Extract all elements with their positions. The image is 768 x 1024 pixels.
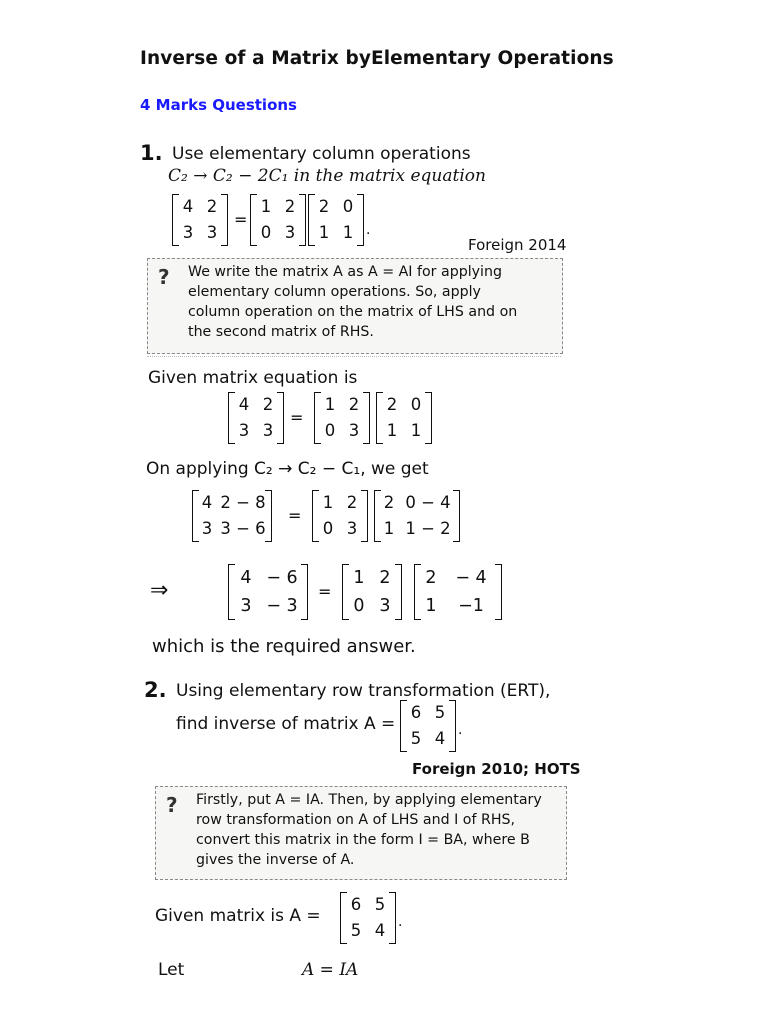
q2-given-matrix — [344, 892, 392, 944]
q1-result-lhs-matrix — [232, 564, 304, 620]
period: . — [398, 914, 403, 930]
q1-applied-rhs-matrix-1 — [316, 490, 364, 542]
q1-answer-text: which is the required answer. — [152, 636, 416, 657]
q1-given-rhs-matrix-2 — [380, 392, 428, 444]
q2-let-text: Let — [158, 960, 185, 980]
hint-line: row transformation on A of LHS and I of RHS, — [196, 812, 516, 828]
matrix-cell: 0 — [410, 395, 422, 414]
q1-result-rhs-matrix-1 — [346, 564, 398, 620]
matrix-cell: 2 — [318, 197, 330, 216]
matrix-cell: 1 — [410, 421, 422, 440]
q1-applied-lhs-matrix — [196, 490, 268, 542]
question-2-line-2: find inverse of matrix A = — [176, 714, 396, 734]
matrix-cell: 3 — [379, 596, 391, 616]
matrix-cell: 2 — [386, 395, 398, 414]
q1-lhs-matrix — [176, 194, 224, 246]
q1-given-lhs-matrix — [232, 392, 280, 444]
question-2-line-1: Using elementary row transformation (ERT), — [176, 681, 551, 701]
matrix-cell: 4 — [238, 395, 250, 414]
matrix-cell: 1 — [318, 223, 330, 242]
matrix-cell: 0 — [353, 596, 365, 616]
matrix-cell: 0 — [322, 519, 334, 538]
hint-line: column operation on the matrix of LHS and on — [188, 304, 518, 320]
period: . — [458, 722, 463, 738]
matrix-cell: 6 — [350, 895, 362, 914]
matrix-cell: 3 — [240, 596, 252, 616]
divider — [147, 356, 561, 357]
q1-given-text: Given matrix equation is — [148, 368, 358, 388]
matrix-cell: 5 — [374, 895, 386, 914]
matrix-cell: 4 — [201, 493, 213, 512]
matrix-cell: 6 — [410, 703, 422, 722]
matrix-cell: − 4 — [455, 568, 487, 588]
matrix-cell: − 3 — [266, 596, 298, 616]
matrix-cell: 2 — [346, 493, 358, 512]
hint-line: We write the matrix A as A = AI for applying — [188, 264, 502, 280]
question-1-number: 1. — [140, 141, 163, 165]
matrix-cell: 3 — [348, 421, 360, 440]
q1-applying-text: On applying C₂ → C₂ − C₁, we get — [146, 459, 429, 479]
q1-result-rhs-matrix-2 — [418, 564, 498, 620]
matrix-cell: 1 — [425, 596, 437, 616]
lightbulb-question-icon: ? — [166, 793, 178, 817]
matrix-cell: 4 — [240, 568, 252, 588]
matrix-cell: 1 − 2 — [405, 519, 451, 538]
matrix-cell: 2 — [383, 493, 395, 512]
page-title: Inverse of a Matrix byElementary Operations — [140, 48, 614, 69]
matrix-cell: 5 — [434, 703, 446, 722]
matrix-cell: 3 — [206, 223, 218, 242]
matrix-cell: 3 − 6 — [220, 519, 266, 538]
matrix-cell: 1 — [383, 519, 395, 538]
q1-source: Foreign 2014 — [468, 236, 567, 254]
equals-sign: = — [288, 506, 302, 525]
q1-given-rhs-matrix-1 — [318, 392, 366, 444]
matrix-cell: 1 — [342, 223, 354, 242]
question-1-line-2: C₂ → C₂ − 2C₁ in the matrix equation — [168, 166, 486, 186]
matrix-cell: 2 — [262, 395, 274, 414]
matrix-cell: 2 — [206, 197, 218, 216]
q1-rhs-matrix-1 — [254, 194, 302, 246]
q2-matrix — [404, 700, 452, 752]
section-heading: 4 Marks Questions — [140, 96, 297, 114]
matrix-cell: 0 − 4 — [405, 493, 451, 512]
matrix-cell: 3 — [182, 223, 194, 242]
lightbulb-question-icon: ? — [158, 265, 170, 289]
matrix-cell: 2 — [348, 395, 360, 414]
matrix-cell: 2 — [284, 197, 296, 216]
matrix-cell: 3 — [262, 421, 274, 440]
matrix-cell: 3 — [201, 519, 213, 538]
hint-line: gives the inverse of A. — [196, 852, 355, 868]
question-1-line-1: Use elementary column operations — [172, 144, 471, 164]
matrix-cell: 5 — [350, 921, 362, 940]
hint-line: elementary column operations. So, apply — [188, 284, 481, 300]
matrix-cell: 0 — [342, 197, 354, 216]
period: . — [366, 222, 371, 238]
q2-hint-box — [155, 786, 567, 880]
matrix-cell: 0 — [260, 223, 272, 242]
matrix-cell: 5 — [410, 729, 422, 748]
matrix-cell: 1 — [322, 493, 334, 512]
matrix-cell: 2 — [425, 568, 437, 588]
equals-sign: = — [234, 210, 248, 229]
matrix-cell: 2 — [379, 568, 391, 588]
q2-given-text: Given matrix is A = — [155, 906, 321, 926]
q1-hint-box — [147, 258, 563, 354]
equals-sign: = — [290, 408, 304, 427]
hint-line: convert this matrix in the form I = BA, where B — [196, 832, 530, 848]
matrix-cell: 4 — [374, 921, 386, 940]
matrix-cell: − 6 — [266, 568, 298, 588]
hint-line: Firstly, put A = IA. Then, by applying elementary — [196, 792, 542, 808]
q2-let-equation: A = IA — [302, 960, 359, 980]
hint-line: the second matrix of RHS. — [188, 324, 374, 340]
matrix-cell: 3 — [346, 519, 358, 538]
matrix-cell: 1 — [260, 197, 272, 216]
matrix-cell: 3 — [238, 421, 250, 440]
q1-applied-rhs-matrix-2 — [378, 490, 456, 542]
matrix-cell: 4 — [182, 197, 194, 216]
matrix-cell: 1 — [324, 395, 336, 414]
matrix-cell: 1 — [386, 421, 398, 440]
q2-source: Foreign 2010; HOTS — [412, 760, 581, 778]
q1-rhs-matrix-2 — [312, 194, 360, 246]
matrix-cell: 0 — [324, 421, 336, 440]
matrix-cell: −1 — [458, 596, 484, 616]
question-2-number: 2. — [144, 678, 167, 702]
matrix-cell: 1 — [353, 568, 365, 588]
equals-sign: = — [318, 582, 332, 601]
matrix-cell: 3 — [284, 223, 296, 242]
matrix-cell: 4 — [434, 729, 446, 748]
matrix-cell: 2 − 8 — [220, 493, 266, 512]
implies-arrow: ⇒ — [150, 578, 169, 603]
